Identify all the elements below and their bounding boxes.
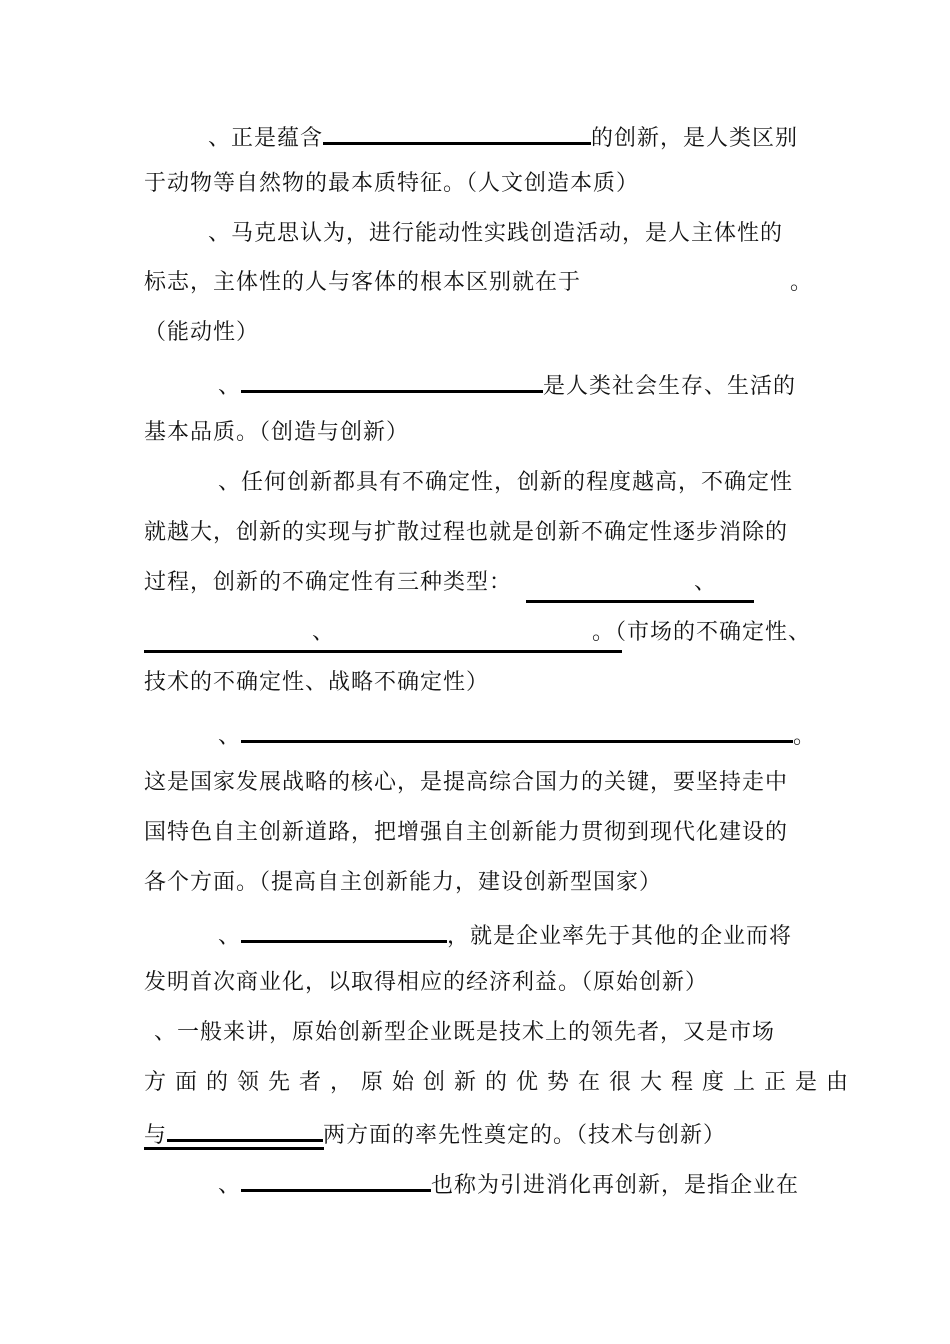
q8-text-b: 也称为引进消化再创新，是指企业在 bbox=[431, 1173, 800, 1198]
q4-text-d: 、 bbox=[694, 570, 718, 595]
q4-text-b: 就越大，创新的实现与扩散过程也就是创新不确定性逐步消除的 bbox=[144, 520, 789, 545]
q8-answer-blank[interactable] bbox=[241, 1167, 431, 1192]
q4-line2 bbox=[144, 518, 788, 548]
q4-line5 bbox=[144, 668, 489, 698]
q3-text-a: 、 bbox=[218, 374, 242, 399]
q4-text-a: 、任何创新都具有不确定性，创新的程度越高，不确定性 bbox=[218, 470, 794, 495]
q7-answer-underline bbox=[144, 1125, 324, 1150]
q2-text-a: 、马克思认为，进行能动性实践创造活动，是人主体性的 bbox=[208, 221, 784, 246]
q5-line4 bbox=[144, 868, 662, 898]
q4-line1 bbox=[218, 468, 793, 498]
q5-answer-blank[interactable] bbox=[241, 718, 793, 743]
q3-line2 bbox=[144, 418, 409, 448]
q1-text-a: 、正是蕴含 bbox=[208, 126, 324, 151]
q4-answer-blank-2[interactable] bbox=[144, 628, 622, 653]
q3-answer-blank[interactable] bbox=[241, 368, 543, 393]
q6-text-c: 发明首次商业化，以取得相应的经济利益。（原始创新） bbox=[144, 970, 709, 995]
q3-line1 bbox=[218, 368, 796, 402]
q5-text-d: 国特色自主创新道路，把增强自主创新能力贯彻到现代化建设的 bbox=[144, 820, 789, 845]
q3-text-c: 基本品质。（创造与创新） bbox=[144, 420, 410, 445]
q4-line3 bbox=[144, 568, 512, 598]
q2-line2-end bbox=[790, 268, 813, 298]
q2-line3 bbox=[144, 318, 259, 348]
q7-line2 bbox=[144, 1068, 857, 1098]
q1-text-c: 于动物等自然物的最本质特征。（人文创造本质） bbox=[144, 171, 640, 196]
q4-text-f: 。（市场的不确定性、 bbox=[592, 620, 812, 645]
q1-line1 bbox=[208, 120, 798, 154]
q1-text-b: 的创新，是人类区别 bbox=[591, 126, 799, 151]
q8-text-a: 、 bbox=[218, 1173, 242, 1198]
q4-line3-sep bbox=[694, 568, 717, 598]
q1-line2 bbox=[144, 169, 639, 199]
q4-text-c: 过程，创新的不确定性有三种类型： bbox=[144, 570, 513, 595]
q1-answer-blank[interactable] bbox=[323, 120, 591, 145]
q7-line1 bbox=[154, 1018, 775, 1048]
q4-line4-sep bbox=[312, 618, 335, 648]
q7-text-b: 方面的领先者，原始创新的优势在很大程度上正是由 bbox=[144, 1070, 858, 1095]
q4-text-g: 技术的不确定性、战略不确定性） bbox=[144, 670, 490, 695]
q5-text-a: 、 bbox=[218, 724, 242, 749]
q2-text-d: （能动性） bbox=[144, 320, 260, 345]
q3-text-b: 是人类社会生存、生活的 bbox=[543, 374, 797, 399]
q8-line1 bbox=[218, 1167, 799, 1201]
q6-text-b: ，就是企业率先于其他的企业而将 bbox=[447, 924, 793, 949]
q2-text-c: 。 bbox=[790, 270, 814, 295]
q7-text-a: 、一般来讲，原始创新型企业既是技术上的领先者，又是市场 bbox=[154, 1020, 776, 1045]
q5-text-e: 各个方面。（提高自主创新能力，建设创新型国家） bbox=[144, 870, 663, 895]
q2-line1 bbox=[208, 219, 783, 249]
q4-text-e: 、 bbox=[312, 620, 336, 645]
q6-line1 bbox=[218, 918, 792, 952]
q2-text-b: 标志，主体性的人与客体的根本区别就在于 bbox=[144, 270, 582, 295]
q5-text-c: 这是国家发展战略的核心，是提高综合国力的关键，要坚持走中 bbox=[144, 770, 789, 795]
q6-text-a: 、 bbox=[218, 924, 242, 949]
q6-answer-blank[interactable] bbox=[241, 918, 447, 943]
q5-line2 bbox=[144, 768, 788, 798]
q7-text-d: 两方面的率先性奠定的。（技术与创新） bbox=[323, 1123, 727, 1148]
q5-line3 bbox=[144, 818, 788, 848]
q7-text-c: 与 bbox=[144, 1123, 168, 1148]
q4-line4-end bbox=[592, 618, 811, 648]
q2-line2 bbox=[144, 268, 581, 298]
q5-line1 bbox=[218, 718, 816, 752]
q4-answer-blank-1[interactable] bbox=[526, 578, 754, 603]
q5-text-b: 。 bbox=[793, 724, 817, 749]
q6-line2 bbox=[144, 968, 708, 998]
